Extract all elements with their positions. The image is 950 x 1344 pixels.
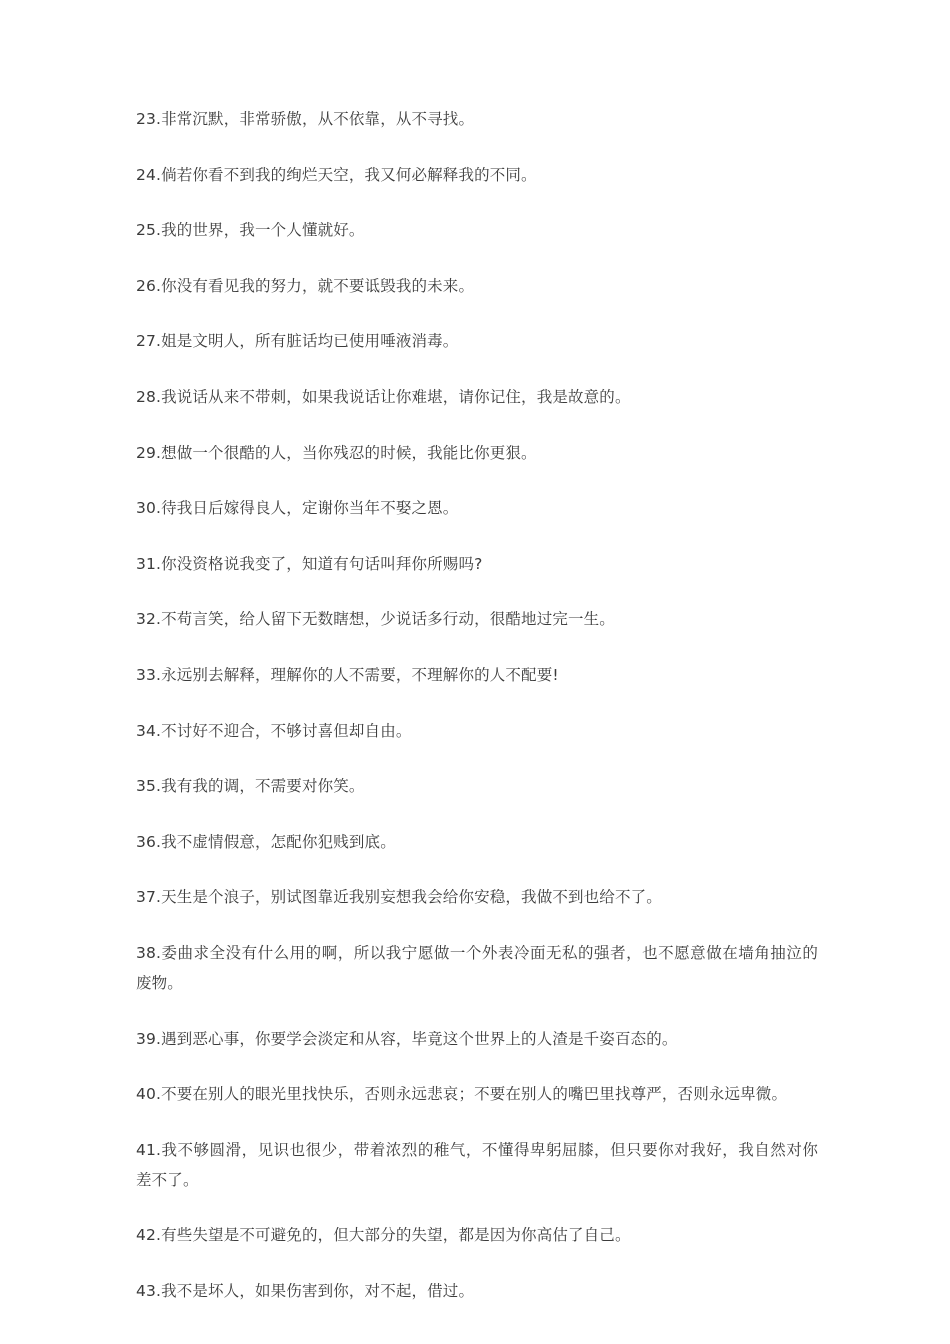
- paragraph-item-28: 28.我说话从来不带刺，如果我说话让你难堪，请你记住，我是故意的。: [136, 387, 631, 406]
- paragraph-item-40: 40.不要在别人的眼光里找快乐，否则永远悲哀；不要在别人的嘴巴里找尊严，否则永远卑微。: [136, 1085, 788, 1104]
- paragraph-item-39: 39.遇到恶心事，你要学会淡定和从容，毕竟这个世界上的人渣是千姿百态的。: [136, 1029, 678, 1048]
- paragraph-item-29: 29.想做一个很酷的人，当你残忍的时候，我能比你更狠。: [136, 443, 537, 462]
- paragraph-item-35: 35.我有我的调，不需要对你笑。: [136, 777, 365, 796]
- paragraph-item-31: 31.你没资格说我变了，知道有句话叫拜你所赐吗?: [136, 554, 483, 573]
- paragraph-item-32: 32.不苟言笑，给人留下无数瞎想，少说话多行动，很酷地过完一生。: [136, 610, 615, 629]
- paragraph-item-36: 36.我不虚情假意，怎配你犯贱到底。: [136, 832, 396, 851]
- paragraph-item-41: 41.我不够圆滑，见识也很少，带着浓烈的稚气，不懂得卑躬屈膝，但只要你对我好，我自然对你差不了。: [136, 1140, 818, 1189]
- paragraph-item-33: 33.永远别去解释，理解你的人不需要，不理解你的人不配要!: [136, 665, 559, 684]
- paragraph-item-24: 24.倘若你看不到我的绚烂天空，我又何必解释我的不同。: [136, 165, 537, 184]
- document-body: [136, 104, 818, 1306]
- paragraph-item-26: 26.你没有看见我的努力，就不要诋毁我的未来。: [136, 276, 475, 295]
- paragraph-item-34: 34.不讨好不迎合，不够讨喜但却自由。: [136, 721, 412, 740]
- paragraph-item-37: 37.天生是个浪子，别试图靠近我别妄想我会给你安稳，我做不到也给不了。: [136, 888, 662, 907]
- paragraph-item-25: 25.我的世界，我一个人懂就好。: [136, 221, 365, 240]
- paragraph-item-30: 30.待我日后嫁得良人，定谢你当年不娶之恩。: [136, 499, 459, 518]
- paragraph-item-38: 38.委曲求全没有什么用的啊，所以我宁愿做一个外表冷面无私的强者，也不愿意做在墙角抽泣的废物。: [136, 943, 818, 992]
- paragraph-item-42: 42.有些失望是不可避免的，但大部分的失望，都是因为你高估了自己。: [136, 1226, 631, 1245]
- paragraph-item-23: 23.非常沉默，非常骄傲，从不依靠，从不寻找。: [136, 110, 475, 128]
- paragraph-item-43: 43.我不是坏人，如果伤害到你，对不起，借过。: [136, 1281, 475, 1300]
- paragraph-item-27: 27.姐是文明人，所有脏话均已使用唾液消毒。: [136, 332, 459, 351]
